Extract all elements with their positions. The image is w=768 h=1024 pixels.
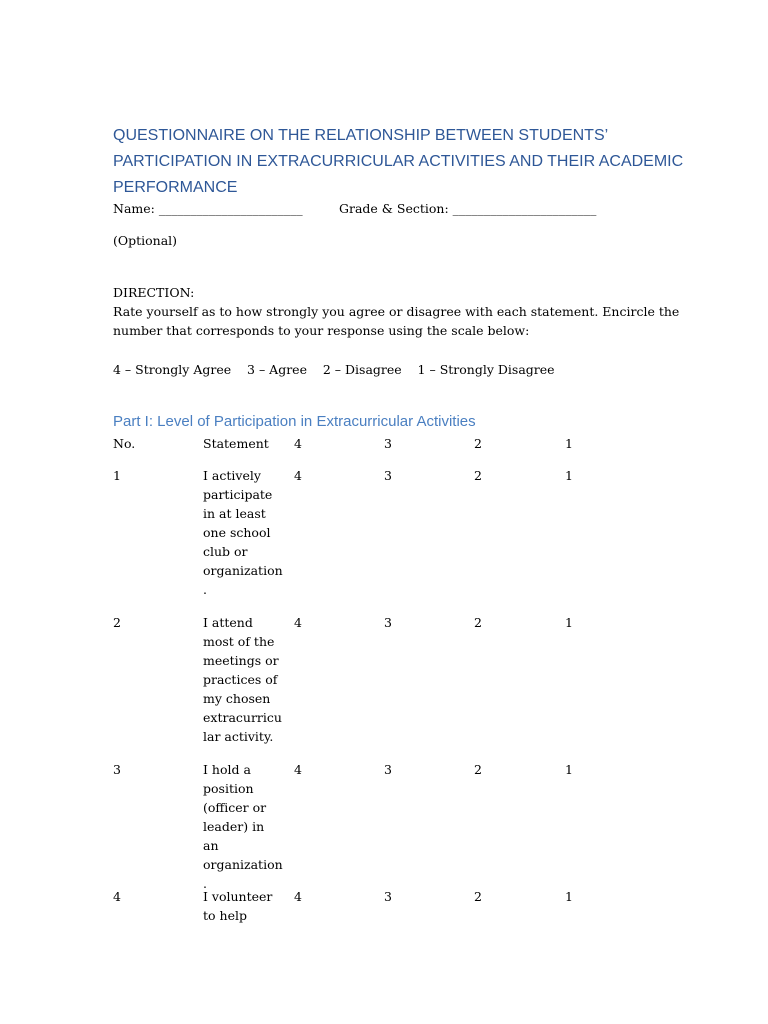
statement-line: position (203, 781, 254, 796)
rating-option-2[interactable]: 2 (474, 468, 482, 483)
statement-line: organization (203, 563, 283, 578)
rating-option-1[interactable]: 1 (565, 468, 573, 483)
rating-option-4[interactable]: 4 (294, 468, 302, 483)
statement-line: lar activity. (203, 729, 274, 744)
rating-option-2[interactable]: 2 (474, 615, 482, 630)
optional-note: (Optional) (113, 233, 178, 248)
row-number: 3 (113, 762, 121, 777)
statement-line: extracurricu (203, 710, 282, 725)
statement-line: participate (203, 487, 273, 502)
statement-line: . (203, 876, 207, 891)
title-line: QUESTIONNAIRE ON THE RELATIONSHIP BETWEEN STUDENTS’ (113, 127, 609, 144)
direction-label: DIRECTION: (113, 285, 195, 300)
statement-cell (203, 887, 283, 925)
row-number: 1 (113, 468, 121, 483)
statement-line: I actively (203, 468, 261, 483)
header-4: 4 (294, 436, 302, 451)
direction-text: number that corresponds to your response using the scale below: (113, 323, 530, 338)
statement-cell (203, 760, 283, 893)
rating-option-3[interactable]: 3 (384, 762, 392, 777)
name-field: Name: _______________________ (113, 201, 303, 216)
rating-option-1[interactable]: 1 (565, 615, 573, 630)
rating-option-2[interactable]: 2 (474, 762, 482, 777)
header-2: 2 (474, 436, 482, 451)
statement-line: to help (203, 908, 247, 923)
title-line: PERFORMANCE (113, 179, 238, 196)
statement-line: my chosen (203, 691, 271, 706)
statement-line: I hold a (203, 762, 251, 777)
rating-option-3[interactable]: 3 (384, 615, 392, 630)
row-number: 2 (113, 615, 121, 630)
statement-line: meetings or (203, 653, 279, 668)
statement-line: practices of (203, 672, 278, 687)
rating-option-4[interactable]: 4 (294, 615, 302, 630)
rating-scale: 4 – Strongly Agree 3 – Agree 2 – Disagree 1 – Strongly Disagree (113, 362, 555, 377)
header-statement: Statement (203, 436, 269, 451)
rating-option-3[interactable]: 3 (384, 468, 392, 483)
statement-line: club or (203, 544, 248, 559)
header-no: No. (113, 436, 136, 451)
statement-cell (203, 613, 283, 746)
row-number: 4 (113, 889, 121, 904)
statement-line: I attend (203, 615, 253, 630)
statement-line: . (203, 582, 207, 597)
rating-option-1[interactable]: 1 (565, 762, 573, 777)
statement-line: I volunteer (203, 889, 273, 904)
header-1: 1 (565, 436, 573, 451)
statement-line: one school (203, 525, 271, 540)
direction-text: Rate yourself as to how strongly you agree or disagree with each statement. Encircle the (113, 304, 680, 319)
statement-line: (officer or (203, 800, 267, 815)
rating-option-4[interactable]: 4 (294, 762, 302, 777)
statement-line: in at least (203, 506, 266, 521)
questionnaire-title (113, 123, 684, 201)
statement-line: organization (203, 857, 283, 872)
rating-option-1[interactable]: 1 (565, 889, 573, 904)
part1-heading: Part I: Level of Participation in Extracurricular Activities (113, 413, 476, 430)
grade-section-field: Grade & Section: _______________________ (339, 201, 597, 216)
header-3: 3 (384, 436, 392, 451)
statement-line: leader) in an (203, 819, 265, 853)
rating-option-3[interactable]: 3 (384, 889, 392, 904)
rating-option-4[interactable]: 4 (294, 889, 302, 904)
statement-cell (203, 466, 283, 599)
title-line: PARTICIPATION IN EXTRACURRICULAR ACTIVITIES AND THEIR ACADEMIC (113, 153, 684, 170)
statement-line: most of the (203, 634, 275, 649)
rating-option-2[interactable]: 2 (474, 889, 482, 904)
